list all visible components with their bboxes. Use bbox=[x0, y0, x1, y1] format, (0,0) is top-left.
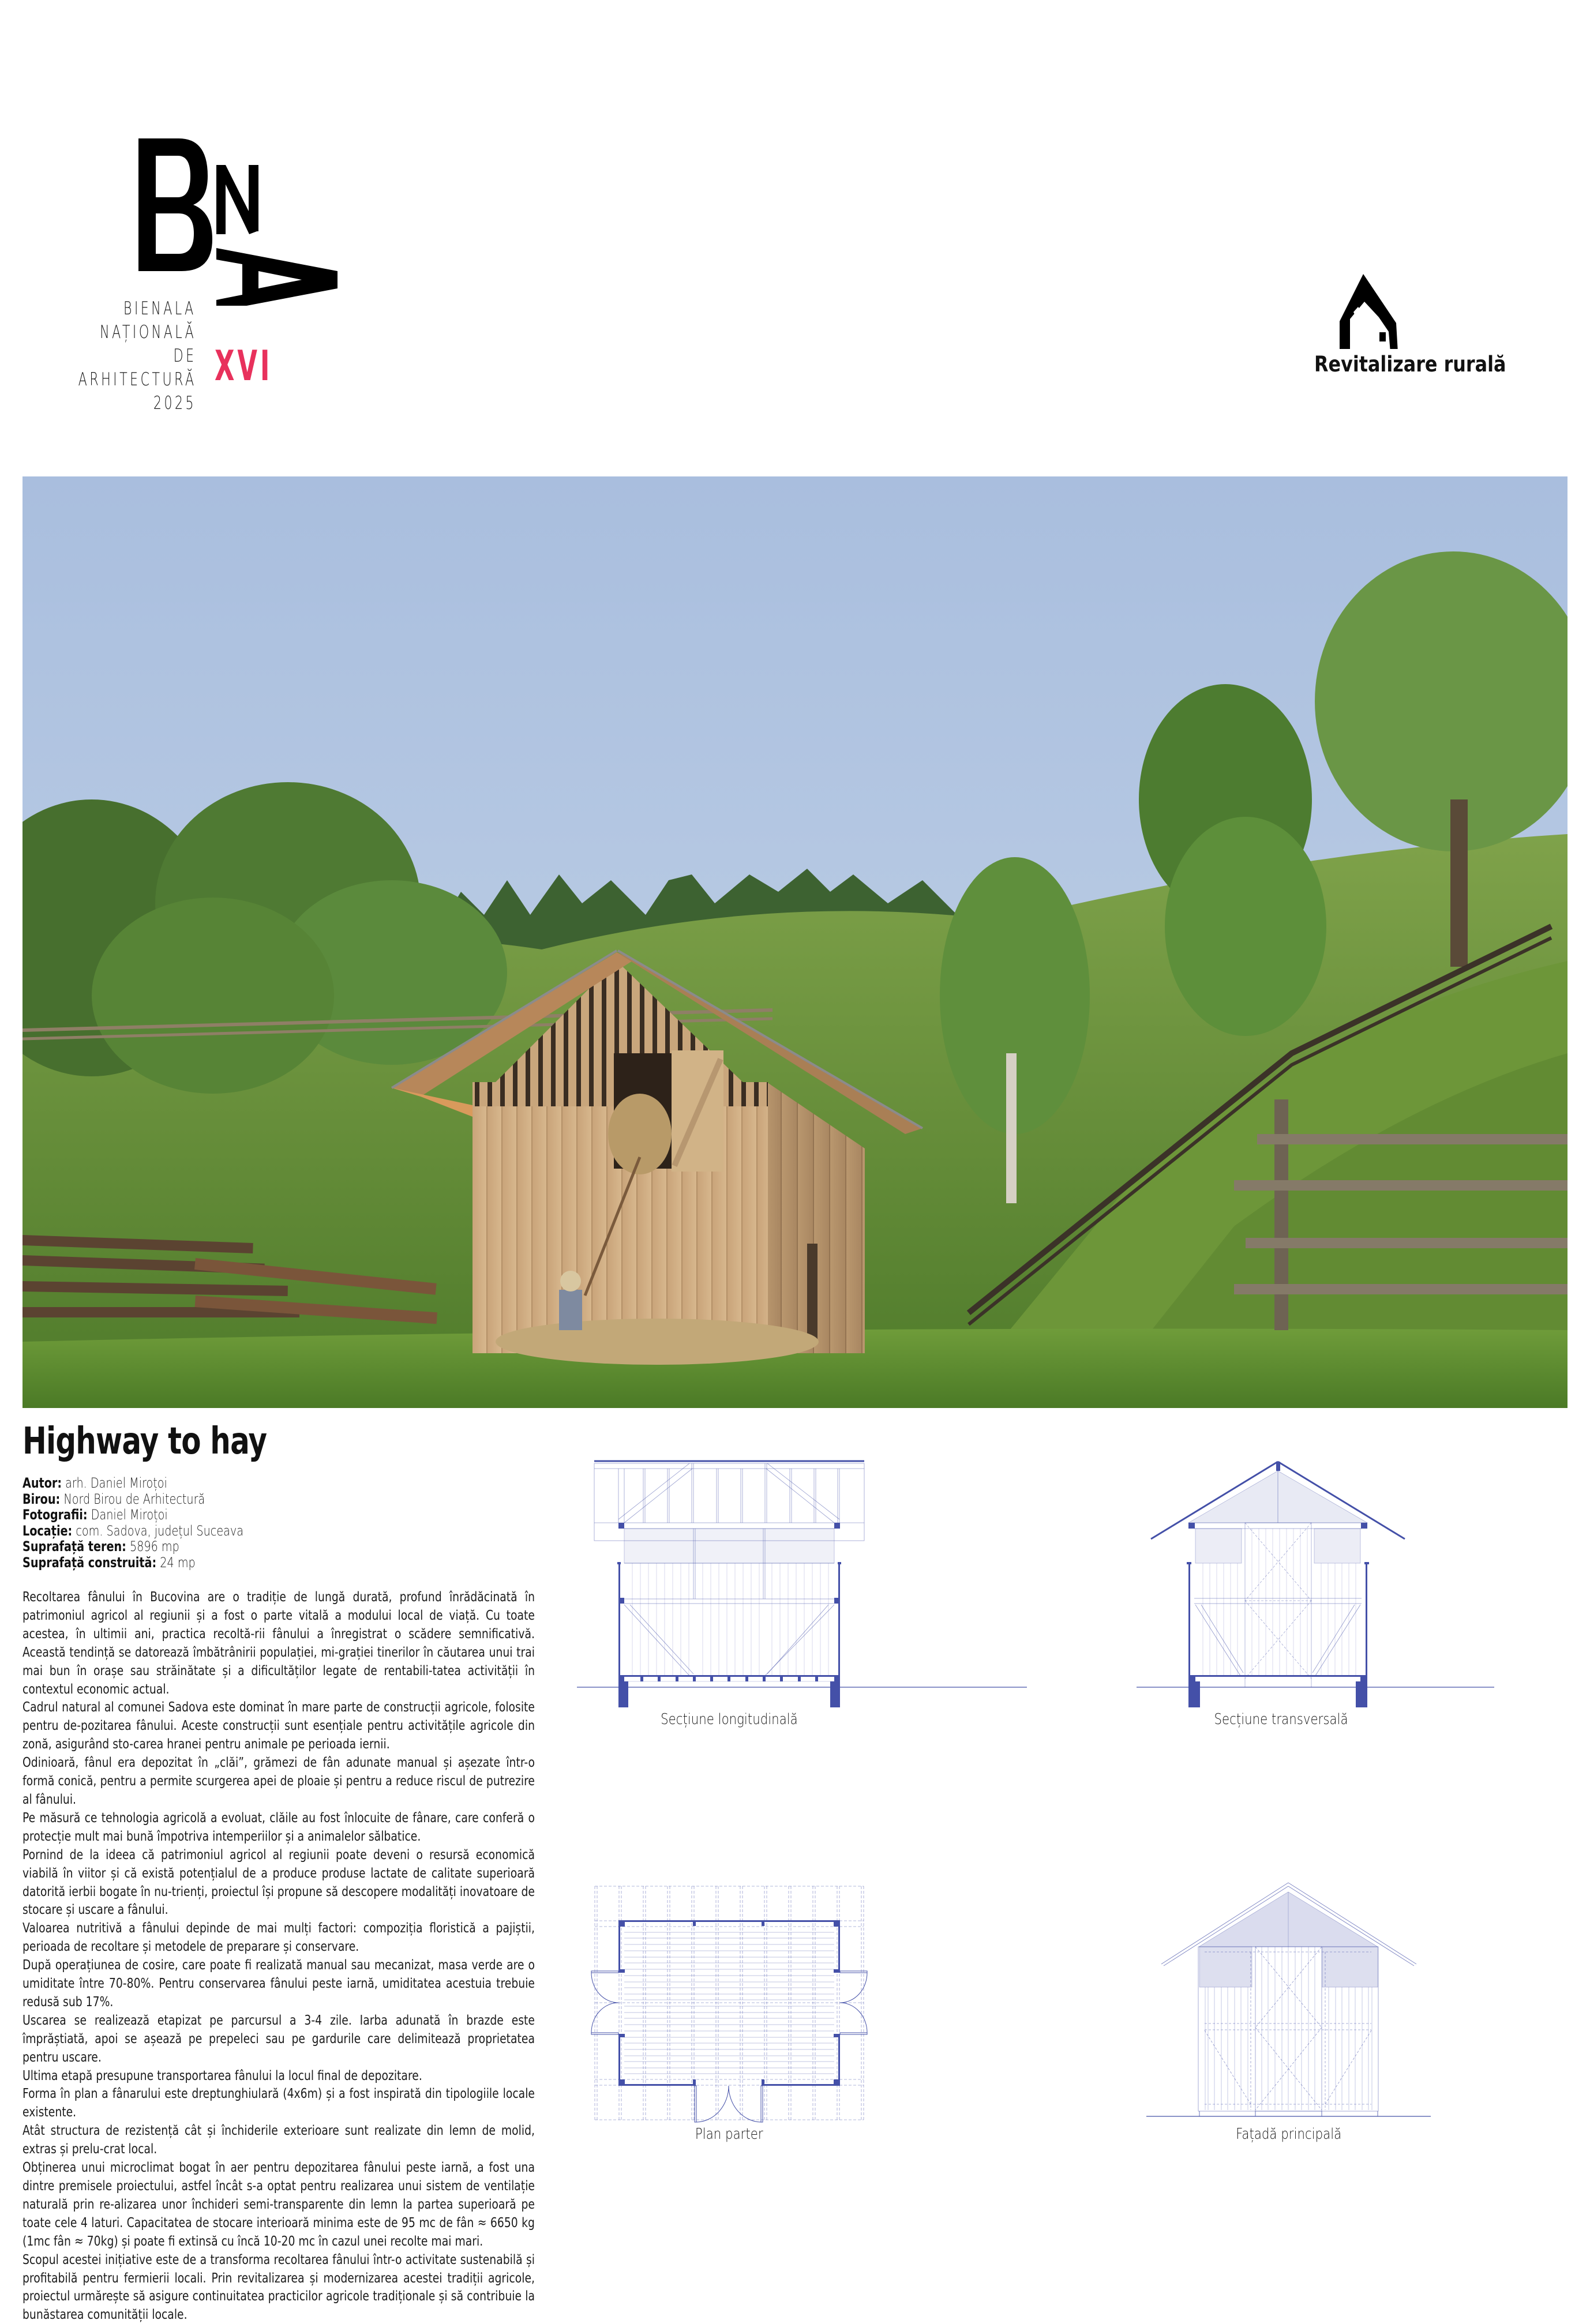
drawing-transverse-section bbox=[1131, 1448, 1500, 1852]
caption-text: Fațadă principală bbox=[1236, 2126, 1342, 2143]
project-title: Highway to hay bbox=[22, 1420, 267, 1463]
paragraph: Atât structura de rezistență cât și închiderile exterioare sunt realizate din lemn de molid, extras și prelu-crat local. bbox=[22, 2122, 535, 2157]
bna-wordmark bbox=[78, 297, 196, 414]
drawing-caption bbox=[1131, 1711, 1431, 1728]
paragraph: Cadrul natural al comunei Sadova este dominat în mare parte de construcții agricole, folosite pentru de-pozitarea fânului. Aceste construcții sunt esențiale pentru activitățile agricole din zonă, asigurând sto-carea hranei pentru animale pe perioada iernii. bbox=[22, 1699, 535, 1752]
caption-text: Plan parter bbox=[695, 2126, 763, 2143]
meta-built-area bbox=[22, 1555, 438, 1571]
meta-label: Suprafață construită: bbox=[22, 1554, 157, 1571]
caption-text: Secțiune longitudinală bbox=[661, 1711, 798, 1728]
drawing-ground-floor-plan bbox=[577, 1869, 1027, 2271]
meta-author bbox=[22, 1476, 438, 1492]
meta-value: Daniel Miroțoi bbox=[91, 1507, 168, 1523]
hay-barn-photo bbox=[22, 476, 1567, 1408]
bna-letters-logo bbox=[133, 133, 352, 306]
paragraph: Scopul acestei inițiative este de a transforma recoltarea fânului într-o activitate sustenabilă și profitabilă pentru fermierii locali. Prin revitalizarea și modernizarea acestei tradiții agricole, proiectul urmărește să asigure continuitatea practicilor agricole tradiționale și să contribuie la bunăstarea comunității locale. bbox=[22, 2251, 535, 2323]
project-meta bbox=[22, 1476, 542, 1571]
drawing-caption bbox=[577, 2126, 882, 2143]
paragraph: Forma în plan a fânarului este dreptunghiulară (4x6m) și a fost inspirată din tipologiile locale existente. bbox=[22, 2085, 535, 2120]
bna-edition: XVI bbox=[215, 341, 273, 390]
meta-site-area bbox=[22, 1539, 438, 1555]
drawing-main-facade bbox=[1131, 1869, 1500, 2271]
paragraph: Odinioară, fânul era depozitat în „clăi”, grămezi de fân adunate manual și așezate într-o formă conică, pentru a permite scurgerea apei de ploaie și pentru a reduce riscul de putrezire al fânului. bbox=[22, 1754, 535, 1807]
facade-svg bbox=[1131, 1869, 1500, 2128]
bna-logo bbox=[78, 133, 352, 414]
meta-value: 5896 mp bbox=[129, 1538, 179, 1555]
meta-label: Locație: bbox=[22, 1522, 73, 1539]
paragraph: După operațiunea de cosire, care poate fi realizată manual sau mecanizat, masa verde are o umiditate între 70-80%. Pentru conservarea fânului peste iarnă, umiditatea acestuia trebuie redusă sub 17%. bbox=[22, 1957, 535, 2010]
paragraph: Recoltarea fânului în Bucovina are o tradiție de lungă durată, profund înrădăcinată în patrimoniul agricol al regiunii și a fost o parte vitală a modului local de viață. Cu toate acestea, în ultimii ani, practica recoltă-rii fânului a înregistrat o scădere semnificativă. Această tendință se datorează îmbătrânirii populației, mi-grației tinerilor în căutarea unui trai mai bun în orașe sau străinătate și a dificultăților legate de rentabili-tatea activității în contextul economic actual. bbox=[22, 1589, 535, 1697]
meta-office bbox=[22, 1492, 438, 1508]
drawing-caption bbox=[577, 1711, 882, 1728]
meta-label: Autor: bbox=[22, 1475, 62, 1491]
paragraph: Valoarea nutritivă a fânului depinde de mai mulți factori: compoziția floristică a pajiștii, perioada de recoltare și metodele de preparare și conservare. bbox=[22, 1920, 535, 1955]
bna-line: NAȚIONALĂ bbox=[99, 322, 196, 343]
meta-location bbox=[22, 1523, 438, 1540]
floor-plan-svg bbox=[577, 1869, 1027, 2128]
meta-label: Fotografii: bbox=[22, 1507, 88, 1523]
rural-house-icon bbox=[1304, 257, 1526, 349]
bna-line: DE bbox=[173, 346, 196, 366]
drawing-caption bbox=[1131, 2126, 1447, 2143]
meta-value: 24 mp bbox=[160, 1554, 196, 1571]
meta-label: Suprafață teren: bbox=[22, 1538, 126, 1555]
bna-line: ARHITECTURĂ bbox=[78, 369, 196, 390]
meta-value: Nord Birou de Arhitectură bbox=[63, 1490, 205, 1507]
paragraph: Ultima etapă presupune transportarea fânului la locul final de depozitare. bbox=[22, 2067, 422, 2083]
project-description bbox=[22, 1588, 535, 2324]
meta-label: Birou: bbox=[22, 1490, 61, 1507]
category-badge bbox=[1304, 257, 1526, 389]
caption-text: Secțiune transversală bbox=[1213, 1711, 1348, 1728]
meta-value: arh. Daniel Miroțoi bbox=[65, 1475, 167, 1491]
paragraph: Obținerea unui microclimat bogat în aer pentru depozitarea fânului peste iarnă, a fost una dintre premisele proiectului, astfel încât s-a optat pentru realizarea unui sistem de ventilație naturală prin re-alizarea unor închideri semi-transparente din lemn la partea superioară pe toate cele 4 laturi. Capacitatea de stocare interioară minima este de 95 mc de fân ≈ 6650 kg (1mc fân ≈ 70kg) și poate fi extinsă cu încă 10-20 mc în cazul unei recolte mai mari. bbox=[22, 2159, 535, 2249]
bna-year: 2025 bbox=[153, 393, 196, 414]
longitudinal-section-svg bbox=[577, 1448, 1027, 1719]
transverse-section-svg bbox=[1131, 1448, 1500, 1719]
paragraph: Pe măsură ce tehnologia agricolă a evoluat, clăile au fost înlocuite de fânare, care conferă o protecție mult mai bună împotriva intemperiilor și a animalelor sălbatice. bbox=[22, 1809, 535, 1844]
category-label: Revitalizare rurală bbox=[1314, 352, 1506, 377]
meta-value: com. Sadova, județul Suceava bbox=[76, 1522, 244, 1539]
paragraph: Pornind de la ideea că patrimoniul agricol al regiunii poate deveni o resursă economică viabilă în viitor și că există potențialul de a produce produse lactate de calitate superioară datorită ierbii bogate în nu-trienți, proiectul își propune să descopere modalități inovatoare de stocare și uscare a fânului. bbox=[22, 1846, 535, 1918]
meta-photos bbox=[22, 1507, 438, 1523]
paragraph: Uscarea se realizează etapizat pe parcursul a 3-4 zile. Iarba adunată în brazde este împrăștiată, apoi se așează pe prepeleci sau pe gardurile care delimitează proprietatea pentru uscare. bbox=[22, 2011, 535, 2065]
bna-line: BIENALA bbox=[123, 298, 196, 319]
drawing-longitudinal-section bbox=[577, 1448, 1027, 1852]
